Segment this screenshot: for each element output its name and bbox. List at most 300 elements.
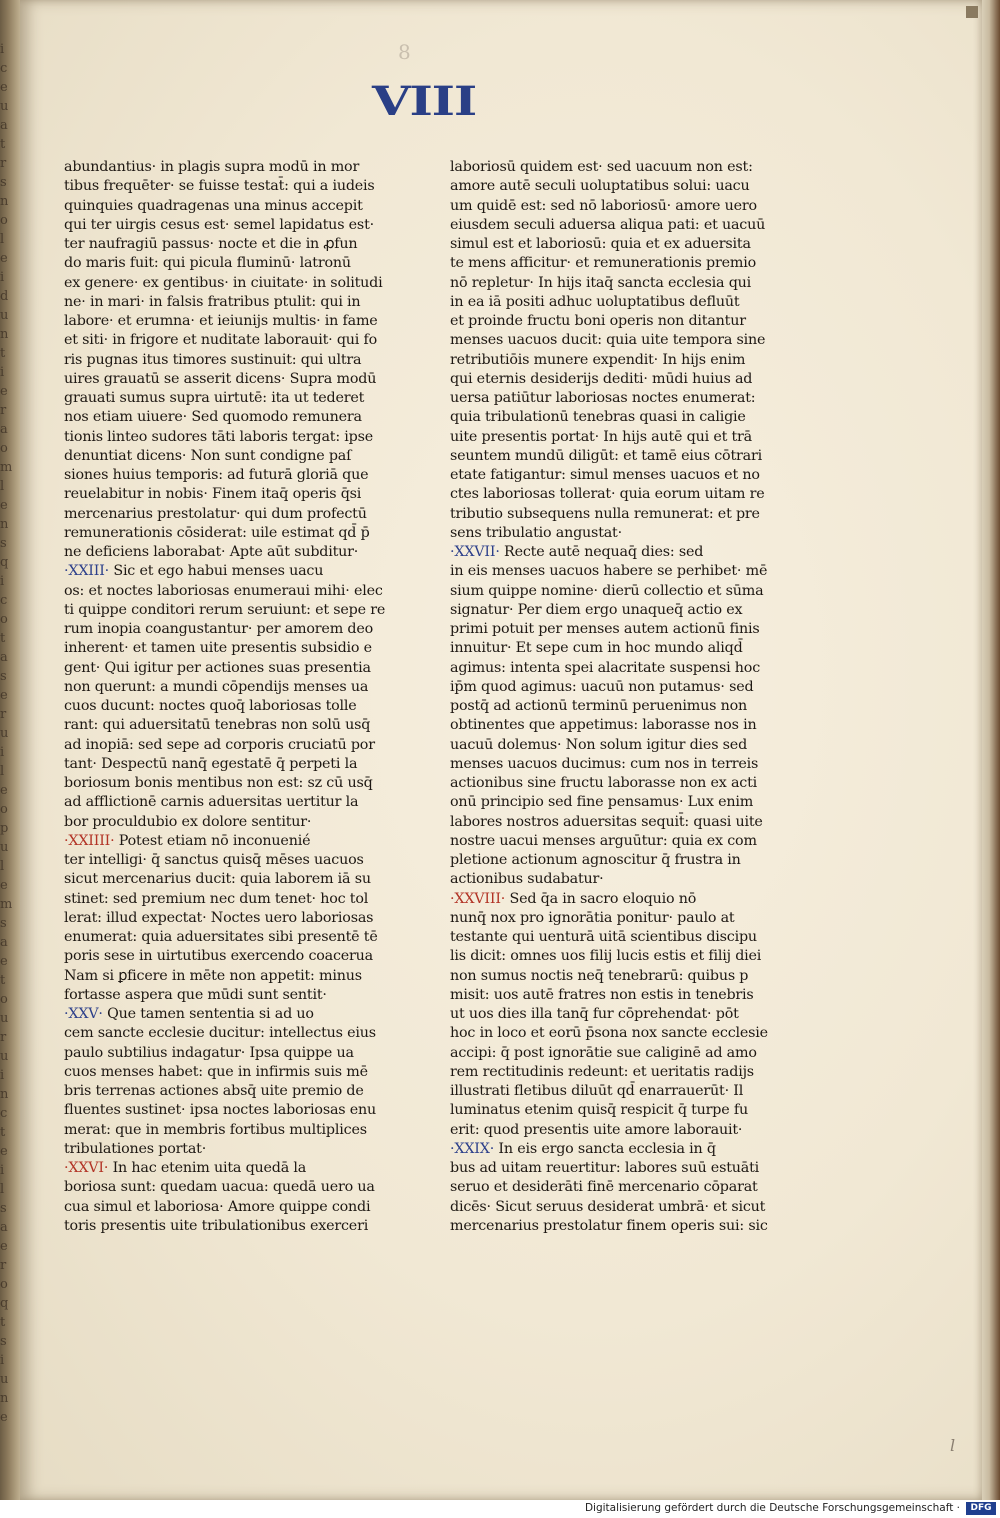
prev-page-fragment: p bbox=[0, 821, 9, 836]
prev-page-fragment: t bbox=[0, 1315, 6, 1330]
text-line bbox=[450, 408, 780, 427]
text-line bbox=[64, 1005, 394, 1024]
corner-pencil-note: l bbox=[950, 1436, 956, 1455]
line-text: pletione actionum agnoscitur q̄ frustra in bbox=[450, 852, 741, 868]
prev-page-fragment: i bbox=[0, 270, 5, 285]
text-line bbox=[64, 485, 394, 504]
prev-page-fragment: s bbox=[0, 1334, 7, 1349]
line-text: cem sancte ecclesie ducitur: intellectus eius bbox=[64, 1025, 376, 1042]
text-line bbox=[64, 1140, 394, 1159]
text-line bbox=[450, 928, 780, 947]
prev-page-fragment: a bbox=[0, 422, 8, 437]
line-text: remunerationis cōsiderat: uile estimat qd̄ p̄ bbox=[64, 524, 370, 541]
text-line bbox=[64, 1101, 394, 1120]
color-calibration-mark bbox=[966, 6, 978, 18]
text-line bbox=[64, 697, 394, 716]
text-line bbox=[450, 1044, 780, 1063]
prev-page-fragment: e bbox=[0, 954, 8, 969]
line-text: non querunt: a mundi cōpendijs menses ua bbox=[64, 678, 369, 695]
line-text: hoc in loco et eorū p̄sona nox sancte ecclesie bbox=[450, 1025, 768, 1042]
line-text: agimus: intenta spei alacritate suspensi hoc bbox=[450, 659, 761, 676]
chapter-number: ·XXIII· bbox=[64, 563, 109, 580]
text-line bbox=[64, 389, 394, 408]
prev-page-fragment: o bbox=[0, 992, 8, 1007]
line-text: grauati sumus supra uirtutē: ita ut tederet bbox=[64, 390, 365, 406]
text-line bbox=[450, 235, 780, 254]
text-line bbox=[450, 293, 780, 312]
text-line bbox=[450, 890, 780, 909]
line-text: paulo subtilius indagatur· Ipsa quippe ua bbox=[64, 1044, 354, 1061]
line-text: enumerat: quia aduersitates sibi presentē tē bbox=[64, 929, 378, 945]
line-text: ex genere· ex gentibus· in ciuitate· in solitudi bbox=[64, 274, 383, 291]
text-line bbox=[450, 1063, 780, 1082]
line-text: stinet: sed premium nec dum tenet· hoc tol bbox=[64, 890, 369, 907]
line-text: labores nostros aduersitas sequit̄: quasi uite bbox=[450, 813, 763, 830]
text-line bbox=[64, 274, 394, 293]
line-text: tribulationes portat· bbox=[64, 1140, 207, 1157]
prev-page-fragment: q bbox=[0, 1296, 9, 1311]
prev-page-fragment: e bbox=[0, 1239, 8, 1254]
line-text: In hac etenim uita quedā la bbox=[108, 1160, 307, 1176]
prev-page-fragment: m bbox=[0, 897, 13, 912]
text-line bbox=[64, 1082, 394, 1101]
text-line bbox=[450, 793, 780, 812]
text-line bbox=[64, 1178, 394, 1197]
text-line bbox=[64, 832, 394, 851]
text-line bbox=[450, 620, 780, 639]
line-text: et siti· in frigore et nuditate laborauit· qui fo bbox=[64, 332, 378, 349]
line-text: seuntem mundū diligūt: et tamē eius cōtrari bbox=[450, 447, 762, 464]
line-text: actionibus sudabatur· bbox=[450, 871, 604, 888]
line-text: uersa patiūtur laboriosas noctes enumerat: bbox=[450, 390, 756, 406]
prev-page-fragment: n bbox=[0, 327, 9, 342]
text-line bbox=[450, 1101, 780, 1120]
chapter-number: ·XXIX· bbox=[450, 1140, 495, 1157]
line-text: mercenarius prestolatur finem operis sui: sic bbox=[450, 1217, 768, 1234]
text-line bbox=[450, 524, 780, 543]
prev-page-fragment: a bbox=[0, 1220, 8, 1235]
line-text: ip̄m quod agimus: uacuū non putamus· sed bbox=[450, 678, 754, 695]
text-line bbox=[450, 1198, 780, 1217]
text-line bbox=[450, 601, 780, 620]
text-line bbox=[64, 408, 394, 427]
prev-page-fragment: e bbox=[0, 1410, 8, 1425]
line-text: tributio subsequens nulla remunerat: et pre bbox=[450, 505, 760, 522]
line-text: sium quippe nomine· dierū collectio et sūma bbox=[450, 582, 764, 599]
line-text: ut uos dies illa tanq̄ fur cōprehendat· pōt bbox=[450, 1006, 739, 1022]
text-line bbox=[64, 1063, 394, 1082]
line-text: cua simul et laboriosa· Amore quippe condi bbox=[64, 1198, 371, 1215]
text-line bbox=[64, 620, 394, 639]
text-line bbox=[64, 562, 394, 581]
text-line bbox=[64, 331, 394, 350]
line-text: tant· Despectū nanq̄ egestatē q̄ perpeti la bbox=[64, 755, 358, 772]
line-text: actionibus sine fructu laborasse non ex acti bbox=[450, 775, 758, 791]
text-line bbox=[64, 524, 394, 543]
text-line bbox=[450, 428, 780, 447]
prev-page-fragment: t bbox=[0, 346, 6, 361]
line-text: Potest etiam nō inconuenié bbox=[114, 832, 311, 849]
line-text: ter naufragiū passus· nocte et die in ꝓfun bbox=[64, 236, 358, 252]
line-text: erit: quod presentis uite amore laborauit· bbox=[450, 1121, 743, 1138]
text-line bbox=[64, 582, 394, 601]
text-line bbox=[64, 235, 394, 254]
line-text: abundantius· in plagis supra modū in mor bbox=[64, 159, 360, 175]
prev-page-fragment: e bbox=[0, 251, 8, 266]
prev-page-fragment: o bbox=[0, 612, 8, 627]
text-line bbox=[64, 466, 394, 485]
text-line bbox=[450, 254, 780, 273]
line-text: in ea iā positi adhuc uoluptatibus defluūt bbox=[450, 293, 740, 310]
text-line bbox=[64, 447, 394, 466]
prev-page-fragment: t bbox=[0, 1125, 6, 1140]
text-line bbox=[64, 158, 394, 177]
line-text: accipi: q̄ post ignorātie sue caliginē ad amo bbox=[450, 1044, 757, 1061]
prev-page-fragment: s bbox=[0, 175, 7, 190]
prev-page-fragment: c bbox=[0, 593, 8, 608]
prev-page-fragment: d bbox=[0, 289, 9, 304]
text-line bbox=[64, 736, 394, 755]
line-text: boriosum bonis mentibus non est: sz cū usq̄ bbox=[64, 775, 373, 791]
line-text: merat: que in membris fortibus multiplices bbox=[64, 1121, 367, 1138]
line-text: cuos menses habet: que in infirmis suis mē bbox=[64, 1063, 368, 1080]
line-text: misit: uos autē fratres non estis in tenebris bbox=[450, 986, 754, 1003]
line-text: signatur· Per diem ergo unaqueq̄ actio ex bbox=[450, 601, 743, 618]
footer-bar bbox=[0, 1500, 1000, 1518]
line-text: Nam si ꝑficere in mēte non appetit: minus bbox=[64, 967, 362, 984]
prev-page-fragment: r bbox=[0, 1030, 7, 1045]
prev-page-fragment: t bbox=[0, 631, 6, 646]
line-text: menses uacuos ducimus: cum nos in terreis bbox=[450, 755, 759, 772]
line-text: rum inopia coangustantur· per amorem deo bbox=[64, 621, 374, 637]
text-line bbox=[450, 851, 780, 870]
text-line bbox=[450, 447, 780, 466]
prev-page-fragment: i bbox=[0, 1353, 5, 1368]
page-right-edge bbox=[982, 0, 1000, 1500]
prev-page-fragment: s bbox=[0, 536, 7, 551]
text-line bbox=[450, 1082, 780, 1101]
text-line bbox=[64, 254, 394, 273]
text-line bbox=[450, 582, 780, 601]
prev-page-fragment: n bbox=[0, 517, 9, 532]
text-line bbox=[450, 1121, 780, 1140]
text-line bbox=[450, 1024, 780, 1043]
text-line bbox=[450, 331, 780, 350]
line-text: quinquies quadragenas una minus accepit bbox=[64, 197, 363, 214]
prev-page-fragment: l bbox=[0, 1182, 5, 1197]
line-text: Recte autē nequaq̄ dies: sed bbox=[499, 544, 704, 560]
line-text: tionis linteo sudores tāti laboris tergat: ipse bbox=[64, 428, 373, 445]
text-line bbox=[64, 659, 394, 678]
line-text: cuos ducunt: noctes quoq̄ laboriosas tolle bbox=[64, 698, 357, 714]
text-line bbox=[450, 158, 780, 177]
line-text: et proinde fructu boni operis non ditantur bbox=[450, 313, 746, 329]
text-line bbox=[450, 370, 780, 389]
text-line bbox=[64, 813, 394, 832]
line-text: lerat: illud expectat· Noctes uero laboriosas bbox=[64, 909, 374, 926]
line-text: sens tribulatio angustat· bbox=[450, 524, 622, 541]
text-line bbox=[64, 774, 394, 793]
text-line bbox=[64, 909, 394, 928]
prev-page-fragment: a bbox=[0, 118, 8, 133]
line-text: sicut mercenarius ducit: quia laborem iā su bbox=[64, 871, 371, 888]
text-line bbox=[64, 428, 394, 447]
line-text: um quidē est: sed nō laboriosū· amore uero bbox=[450, 197, 757, 214]
text-line bbox=[64, 293, 394, 312]
text-line bbox=[450, 505, 780, 524]
prev-page-fragment: o bbox=[0, 1277, 8, 1292]
line-text: poris sese in uirtutibus exercendo coacerua bbox=[64, 948, 374, 965]
text-line bbox=[450, 870, 780, 889]
prev-page-fragment: i bbox=[0, 1163, 5, 1178]
line-text: uires grauatū se asserit dicens· Supra modū bbox=[64, 370, 377, 387]
prev-page-fragment: m bbox=[0, 460, 13, 475]
line-text: Sic et ego habui menses uacu bbox=[109, 563, 324, 580]
prev-page-fragment: u bbox=[0, 1011, 9, 1026]
text-line bbox=[64, 890, 394, 909]
prev-page-fragment: i bbox=[0, 1068, 5, 1083]
line-text: ne· in mari· in falsis fratribus ptulit: qui in bbox=[64, 293, 361, 310]
text-line bbox=[64, 1044, 394, 1063]
line-text: rant: qui aduersitatū tenebras non solū usq̄ bbox=[64, 717, 371, 734]
line-text: ctes laboriosas tollerat· quia eorum uitam re bbox=[450, 486, 765, 503]
text-line bbox=[450, 177, 780, 196]
prev-page-fragment: i bbox=[0, 574, 5, 589]
line-text: uite presentis portat· In hijs autē qui et trā bbox=[450, 428, 752, 445]
text-line bbox=[450, 755, 780, 774]
line-text: nos etiam uiuere· Sed quomodo remunera bbox=[64, 409, 362, 426]
prev-page-fragment: o bbox=[0, 802, 8, 817]
text-line bbox=[64, 312, 394, 331]
text-line bbox=[450, 813, 780, 832]
line-text: fluentes sustinet· ipsa noctes laboriosas enu bbox=[64, 1102, 377, 1119]
line-text: denuntiat dicens· Non sunt condigne paſ bbox=[64, 447, 352, 464]
line-text: ti quippe conditori rerum seruiunt: et sepe re bbox=[64, 601, 386, 618]
text-line bbox=[64, 947, 394, 966]
prev-page-fragment: e bbox=[0, 80, 8, 95]
line-text: siones huius temporis: ad futurā gloriā que bbox=[64, 467, 369, 483]
text-line bbox=[450, 543, 780, 562]
chapter-number: ·XXVII· bbox=[450, 544, 500, 560]
prev-page-fragment: e bbox=[0, 498, 8, 513]
text-line bbox=[450, 562, 780, 581]
text-line bbox=[450, 986, 780, 1005]
text-line bbox=[450, 1140, 780, 1159]
text-line bbox=[64, 216, 394, 235]
prev-page-fragment: a bbox=[0, 935, 8, 950]
text-line bbox=[64, 755, 394, 774]
line-text: laboriosū quidem est· sed uacuum non est: bbox=[450, 159, 753, 175]
chapter-number: ·XXIIII· bbox=[64, 832, 115, 849]
line-text: non sumus noctis neq̄ tenebrarū: quibus p bbox=[450, 967, 749, 984]
prev-page-fragment: u bbox=[0, 840, 9, 855]
text-line bbox=[64, 1024, 394, 1043]
line-text: testante qui uenturā uitā scientibus discipu bbox=[450, 929, 757, 945]
prev-page-fragment: q bbox=[0, 555, 9, 570]
prev-page-fragment: n bbox=[0, 1087, 9, 1102]
line-text: Que tamen sententia si ad uo bbox=[102, 1006, 314, 1022]
line-text: quia tribulationū tenebras quasi in caligie bbox=[450, 409, 746, 426]
text-line bbox=[450, 389, 780, 408]
text-line bbox=[64, 986, 394, 1005]
line-text: dicēs· Sicut seruus desiderat umbrā· et sicut bbox=[450, 1198, 766, 1215]
line-text: nunq̄ nox pro ignorātia ponitur· paulo at bbox=[450, 909, 735, 926]
prev-page-fragment: e bbox=[0, 688, 8, 703]
line-text: etate fatigantur: simul menses uacuos et no bbox=[450, 467, 760, 483]
line-text: rem rectitudinis redeunt: et ueritatis radijs bbox=[450, 1063, 754, 1080]
text-line bbox=[64, 543, 394, 562]
text-line bbox=[450, 1159, 780, 1178]
chapter-number: ·XXVIII· bbox=[450, 890, 506, 907]
line-text: retributiōis munere expendit· In hijs enim bbox=[450, 351, 746, 368]
prev-page-fragment: u bbox=[0, 726, 9, 741]
line-text: in eis menses uacuos habere se perhibet· mē bbox=[450, 563, 768, 580]
prev-page-fragment: c bbox=[0, 61, 8, 76]
line-text: toris presentis uite tribulationibus exerceri bbox=[64, 1217, 369, 1234]
text-line bbox=[450, 1178, 780, 1197]
line-text: inherent· et tamen uite presentis subsidio e bbox=[64, 640, 372, 657]
line-text: bus ad uitam reuertitur: labores suū estuāti bbox=[450, 1160, 759, 1176]
line-text: ris pugnas itus timores sustinuit: qui ultra bbox=[64, 351, 362, 368]
line-text: labore· et erumna· et ieiunijs multis· in fame bbox=[64, 313, 378, 329]
prev-page-fragment: s bbox=[0, 916, 7, 931]
line-text: illustrati fletibus diluūt qd̄ enarrauerūt· Il bbox=[450, 1083, 744, 1099]
text-line bbox=[64, 967, 394, 986]
line-text: In eis ergo sancta ecclesia in q̄ bbox=[494, 1140, 716, 1157]
prev-page-fragment: l bbox=[0, 479, 5, 494]
prev-page-fragment: i bbox=[0, 42, 5, 57]
prev-page-fragment: u bbox=[0, 1372, 9, 1387]
pencil-page-number: 8 bbox=[398, 40, 411, 64]
prev-page-fragment: e bbox=[0, 384, 8, 399]
text-line bbox=[450, 659, 780, 678]
text-line bbox=[450, 832, 780, 851]
prev-page-fragment: n bbox=[0, 1391, 9, 1406]
prev-page-fragment: i bbox=[0, 745, 5, 760]
text-column-right bbox=[450, 158, 780, 1236]
text-line bbox=[64, 601, 394, 620]
prev-page-fragment: r bbox=[0, 403, 7, 418]
text-line bbox=[450, 774, 780, 793]
text-line bbox=[450, 639, 780, 658]
prev-page-fragment: o bbox=[0, 213, 8, 228]
line-text: os: et noctes laboriosas enumeraui mihi· elec bbox=[64, 582, 383, 599]
text-line bbox=[450, 716, 780, 735]
line-text: reuelabitur in nobis· Finem itaq̄ operis q̄si bbox=[64, 486, 362, 503]
prev-page-fragment: l bbox=[0, 764, 5, 779]
prev-page-fragment: r bbox=[0, 1258, 7, 1273]
line-text: mercenarius prestolatur· qui dum profectū bbox=[64, 505, 367, 522]
line-text: fortasse aspera que mūdi sunt sentit· bbox=[64, 986, 327, 1003]
prev-page-fragment: u bbox=[0, 1049, 9, 1064]
line-text: te mens afficitur· et remunerationis premio bbox=[450, 255, 757, 272]
text-line bbox=[450, 967, 780, 986]
text-line bbox=[450, 947, 780, 966]
text-line bbox=[64, 678, 394, 697]
prev-page-fragment: r bbox=[0, 707, 7, 722]
line-text: postq̄ ad actionū terminū peruenimus non bbox=[450, 698, 748, 714]
text-line bbox=[450, 351, 780, 370]
prev-page-fragment: t bbox=[0, 973, 6, 988]
prev-page-fragment: c bbox=[0, 1106, 8, 1121]
text-line bbox=[64, 351, 394, 370]
text-line bbox=[64, 1159, 394, 1178]
text-line bbox=[64, 177, 394, 196]
line-text: bris terrenas actiones absq̄ uite premio de bbox=[64, 1083, 364, 1099]
prev-page-fragment: e bbox=[0, 1144, 8, 1159]
text-line bbox=[450, 736, 780, 755]
line-text: menses uacuos ducit: quia uite tempora sine bbox=[450, 332, 766, 349]
prev-page-fragment: t bbox=[0, 137, 6, 152]
text-line bbox=[64, 639, 394, 658]
line-text: obtinentes que appetimus: laborasse nos in bbox=[450, 717, 757, 734]
text-line bbox=[64, 1121, 394, 1140]
text-line bbox=[64, 370, 394, 389]
text-line bbox=[450, 1005, 780, 1024]
text-line bbox=[64, 870, 394, 889]
line-text: gent· Qui igitur per actiones suas presentia bbox=[64, 659, 371, 676]
text-line bbox=[450, 485, 780, 504]
prev-page-fragment: r bbox=[0, 156, 7, 171]
prev-page-fragment: i bbox=[0, 365, 5, 380]
text-line bbox=[450, 678, 780, 697]
text-line bbox=[64, 197, 394, 216]
text-line bbox=[64, 505, 394, 524]
line-text: Sed q̄a in sacro eloquio nō bbox=[505, 890, 697, 907]
prev-page-fragment: e bbox=[0, 783, 8, 798]
chapter-number: ·XXVI· bbox=[64, 1160, 109, 1176]
prev-page-fragment: l bbox=[0, 859, 5, 874]
line-text: eiusdem seculi aduersa aliqua pati: et uacuū bbox=[450, 216, 766, 233]
line-text: ter intelligi· q̄ sanctus quisq̄ mēses uacuos bbox=[64, 852, 364, 868]
line-text: innuitur· Et sepe cum in hoc mundo aliqd̄ bbox=[450, 640, 743, 657]
line-text: onū principio sed fine pensamus· Lux enim bbox=[450, 794, 754, 811]
line-text: primi potuit per menses autem actionū finis bbox=[450, 621, 760, 637]
line-text: boriosa sunt: quedam uacua: quedā uero ua bbox=[64, 1179, 375, 1196]
prev-page-fragment: u bbox=[0, 308, 9, 323]
line-text: ad inopiā: sed sepe ad corporis cruciatū por bbox=[64, 736, 375, 753]
dfg-logo: DFG bbox=[966, 1502, 996, 1515]
line-text: tibus frequēter· se fuisse testat̄: qui a iudeis bbox=[64, 178, 375, 195]
line-text: bor proculdubio ex dolore sentitur· bbox=[64, 813, 312, 830]
text-line bbox=[450, 216, 780, 235]
line-text: uacuū dolemus· Non solum igitur dies sed bbox=[450, 736, 748, 753]
text-line bbox=[450, 197, 780, 216]
line-text: lis dicit: omnes uos filij lucis estis et filij diei bbox=[450, 948, 762, 965]
line-text: do maris fuit: qui picula fluminū· latronū bbox=[64, 255, 351, 272]
text-line bbox=[450, 909, 780, 928]
line-text: qui eternis desiderijs dediti· mūdi huius ad bbox=[450, 370, 753, 387]
text-line bbox=[64, 1217, 394, 1236]
text-line bbox=[64, 851, 394, 870]
chapter-number: ·XXV· bbox=[64, 1006, 103, 1022]
text-line bbox=[450, 697, 780, 716]
text-line bbox=[450, 1217, 780, 1236]
line-text: nō repletur· In hijs itaq̄ sancta ecclesia qui bbox=[450, 274, 752, 291]
line-text: seruo et desiderāti finē mercenario cōparat bbox=[450, 1179, 758, 1196]
line-text: simul est et laboriosū: quia et ex aduersita bbox=[450, 236, 751, 252]
prev-page-fragment: s bbox=[0, 1201, 7, 1216]
funding-notice: Digitalisierung gefördert durch die Deutsche Forschungsgemeinschaft · bbox=[584, 1502, 960, 1514]
text-column-left bbox=[64, 158, 394, 1236]
prev-page-fragment: a bbox=[0, 650, 8, 665]
prev-page-fragment: l bbox=[0, 232, 5, 247]
folio-number: VIII bbox=[372, 78, 476, 125]
line-text: amore autē seculi uoluptatibus solui: uacu bbox=[450, 178, 750, 195]
text-line bbox=[64, 928, 394, 947]
text-line bbox=[450, 274, 780, 293]
text-line bbox=[450, 312, 780, 331]
